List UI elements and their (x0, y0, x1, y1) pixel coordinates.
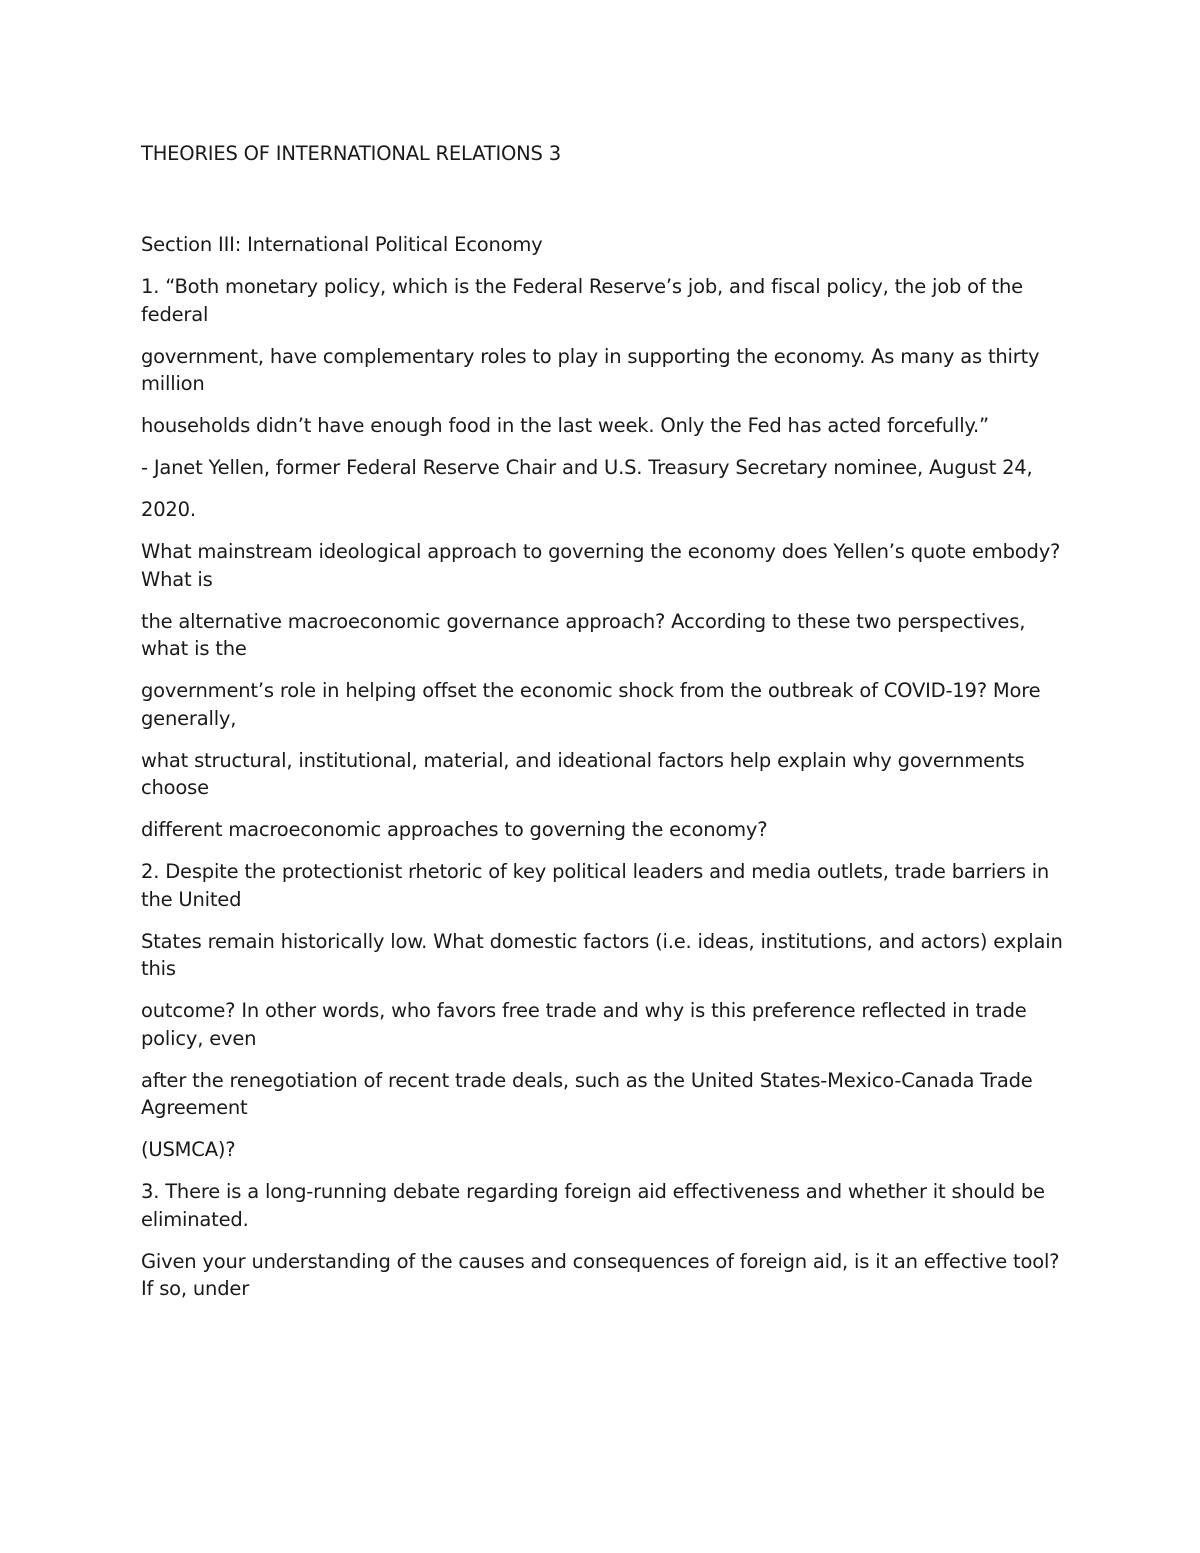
paragraph: Given your understanding of the causes and consequences of foreign aid, is it an effective tool? If so, under (141, 1249, 1060, 1300)
paragraph: different macroeconomic approaches to governing the economy? (141, 818, 768, 841)
paragraph: 2020. (141, 498, 196, 521)
paragraph: 1. “Both monetary policy, which is the Federal Reserve’s job, and fiscal policy, the job of the federal (141, 275, 1023, 326)
running-header: THEORIES OF INTERNATIONAL RELATIONS 3 (141, 142, 561, 165)
paragraph: households didn’t have enough food in the last week. Only the Fed has acted forcefully.” (141, 414, 989, 437)
paragraph: after the renegotiation of recent trade deals, such as the United States-Mexico-Canada Trade Agreement (141, 1068, 1033, 1119)
paragraph: government, have complementary roles to play in supporting the economy. As many as thirty million (141, 344, 1040, 395)
paragraph: 3. There is a long-running debate regarding foreign aid effectiveness and whether it should be eliminated. (141, 1180, 1045, 1231)
paragraph: what structural, institutional, material, and ideational factors help explain why governments choose (141, 748, 1025, 799)
paragraph: the alternative macroeconomic governance approach? According to these two perspectives, what is the (141, 609, 1026, 660)
paragraph: - Janet Yellen, former Federal Reserve Chair and U.S. Treasury Secretary nominee, August 24, (141, 456, 1033, 479)
paragraph: (USMCA)? (141, 1138, 236, 1161)
section-heading: Section III: International Political Economy (141, 233, 543, 256)
paragraph: What mainstream ideological approach to governing the economy does Yellen’s quote embody? What is (141, 540, 1061, 591)
paragraph: 2. Despite the protectionist rhetoric of key political leaders and media outlets, trade barriers in the United (141, 860, 1050, 911)
paragraph: government’s role in helping offset the economic shock from the outbreak of COVID-19? More generally, (141, 679, 1041, 730)
paragraph: States remain historically low. What domestic factors (i.e. ideas, institutions, and actors) explain this (141, 929, 1063, 980)
document-page (141, 141, 1071, 1317)
paragraph: outcome? In other words, who favors free trade and why is this preference reflected in trade policy, even (141, 999, 1027, 1050)
